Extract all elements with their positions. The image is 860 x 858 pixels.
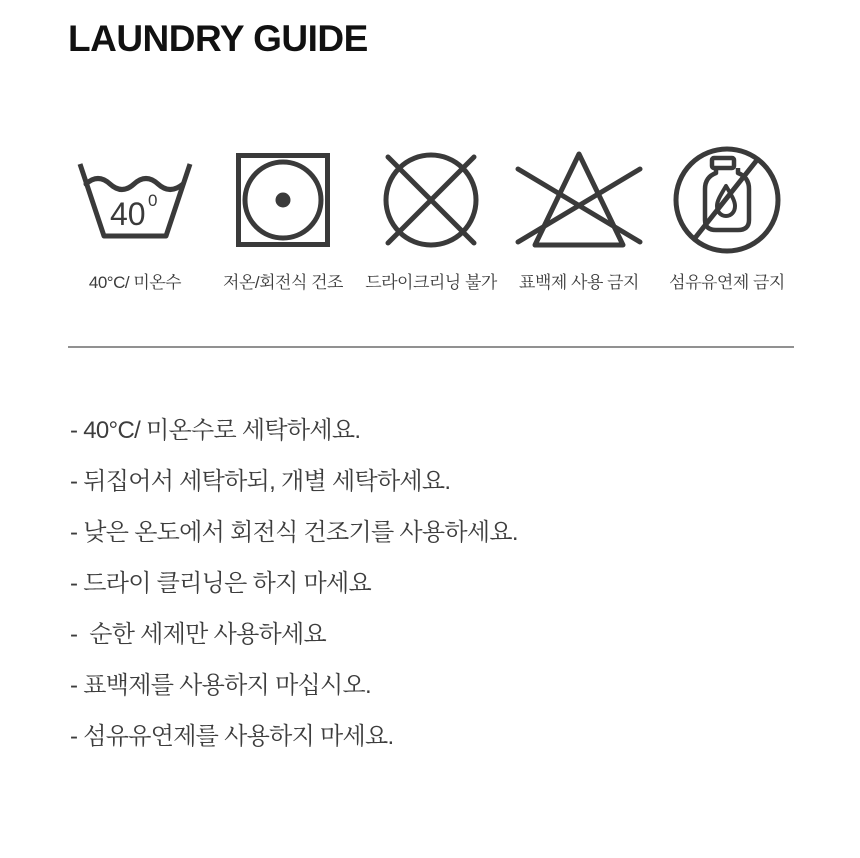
instruction-item-wash-temp: - 40°C/ 미온수로 세탁하세요. [70,417,361,444]
care-symbol-label: 저온/회전식 건조 [223,273,343,292]
divider [68,346,794,348]
tumble-dry-low-icon [235,145,331,255]
care-symbol-label: 표백제 사용 금지 [519,273,639,292]
care-symbol-wash-40 [61,145,209,293]
page-title: LAUNDRY GUIDE [68,18,368,59]
no-dry-clean-icon [375,145,487,255]
wash-basin-40-icon [76,145,194,255]
no-fabric-softener-icon [671,145,783,255]
instruction-item-no-dry-clean: - 드라이 클리닝은 하지 마세요 [70,570,371,597]
instruction-list [70,402,518,759]
care-symbol-no-fabric-softener [653,145,801,293]
care-symbol-tumble-dry-low [209,145,357,293]
care-symbol-no-dry-clean [357,145,505,293]
care-symbols-row [61,145,801,293]
instruction-item-tumble-dry: - 낮은 온도에서 회전식 건조기를 사용하세요. [70,519,518,546]
instruction-item-no-bleach: - 표백제를 사용하지 마십시오. [70,672,371,699]
wash-temp-superscript: 0 [148,191,158,210]
care-symbol-no-bleach [505,145,653,293]
instruction-item-inside-out: - 뒤집어서 세탁하되, 개별 세탁하세요. [70,468,451,495]
wash-temp-value: 40 [110,196,146,232]
instruction-item-no-softener: - 섬유유연제를 사용하지 마세요. [70,723,394,750]
care-symbol-label: 드라이크리닝 불가 [365,273,497,292]
care-symbol-label: 40°C/ 미온수 [88,273,182,292]
care-symbol-label: 섬유유연제 금지 [669,273,785,292]
instruction-item-mild-detergent: - 순한 세제만 사용하세요 [70,621,327,648]
no-bleach-icon [515,145,643,255]
